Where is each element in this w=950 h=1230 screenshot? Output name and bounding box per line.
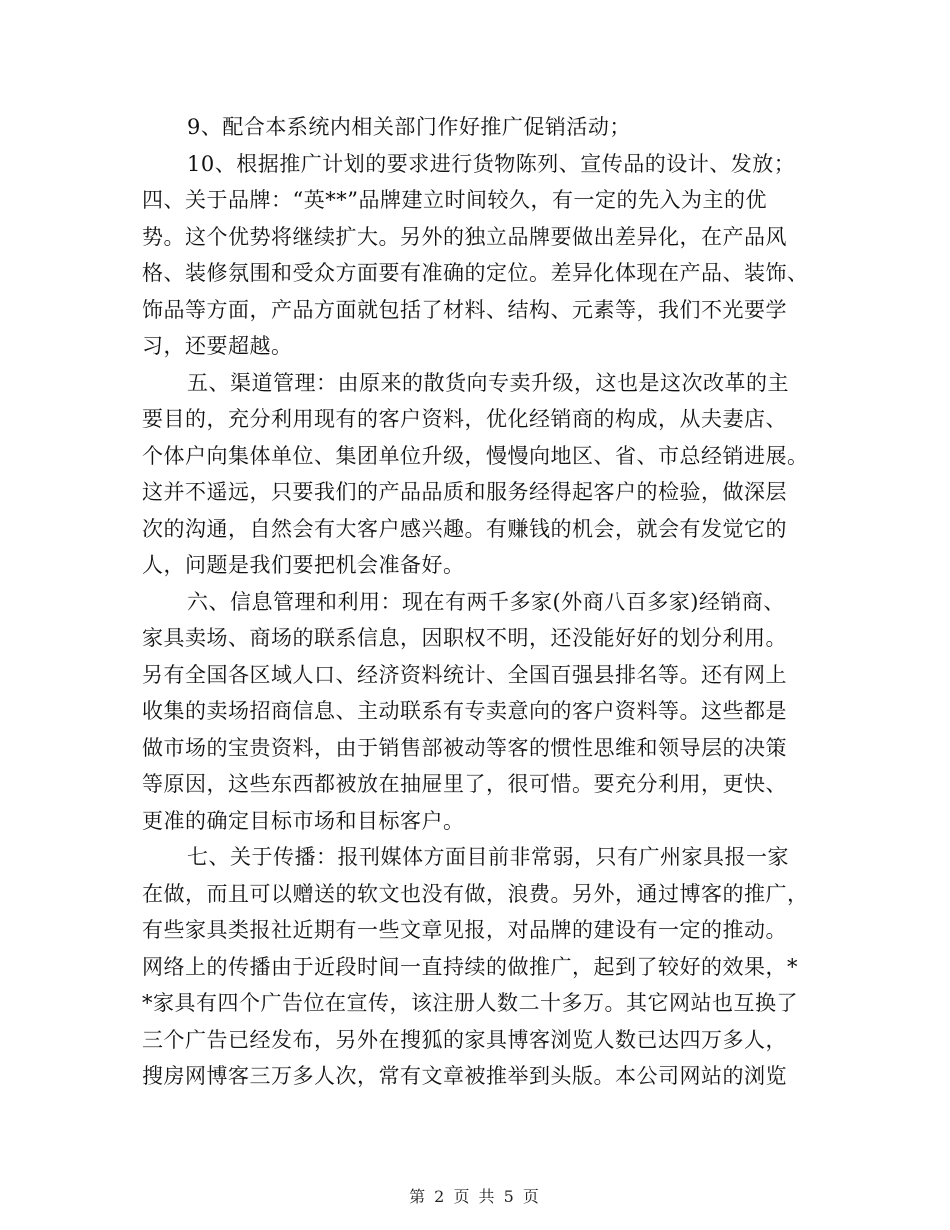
- text-line: 人，问题是我们要把机会准备好。: [142, 553, 465, 577]
- text-line: 习，还要超越。: [142, 334, 293, 358]
- text-line: 等原因，这些东西都被放在抽屉里了，很可惜。要充分利用，更快、: [142, 772, 787, 796]
- text-line: 次的沟通，自然会有大客户感兴趣。有赚钱的机会，就会有发觉它的: [142, 516, 787, 541]
- text-line: 三个广告已经发布，另外在搜狐的家具博客浏览人数已达四万多人，: [142, 1027, 787, 1052]
- text-line: 在做，而且可以赠送的软文也没有做，浪费。另外，通过博客的推广，: [142, 881, 809, 906]
- document-body: [142, 109, 809, 1095]
- text-line: 收集的卖场招商信息、主动联系有专卖意向的客户资料等。这些都是: [142, 699, 787, 723]
- text-line: 9、配合本系统内相关部门作好推广促销活动；: [187, 115, 631, 139]
- text-line: 六、信息管理和利用：现在有两千多家(外商八百多家)经销商、: [187, 589, 785, 614]
- text-line: 另有全国各区域人口、经济资料统计、全国百强县排名等。还有网上: [142, 662, 787, 687]
- page-number-footer: 第 2 页 共 5 页: [409, 1187, 541, 1206]
- text-line: 四、关于品牌：“英**”品牌建立时间较久，有一定的先入为主的优: [142, 188, 767, 212]
- text-line: 个体户向集体单位、集团单位升级，慢慢向地区、省、市总经销进展。: [142, 443, 809, 468]
- text-line: 更准的确定目标市场和目标客户。: [142, 808, 465, 833]
- text-line: 有些家具类报社近期有一些文章见报，对品牌的建设有一定的推动。: [142, 918, 787, 942]
- text-line: 势。这个优势将继续扩大。另外的独立品牌要做出差异化，在产品风: [142, 224, 787, 249]
- text-line: 七、关于传播：报刊媒体方面目前非常弱，只有广州家具报一家: [187, 845, 789, 869]
- text-line: 这并不遥远，只要我们的产品品质和服务经得起客户的检验，做深层: [142, 480, 787, 504]
- text-line: 10、根据推广计划的要求进行货物陈列、宣传品的设计、发放；: [187, 151, 796, 176]
- text-line: 家具卖场、商场的联系信息，因职权不明，还没能好好的划分利用。: [142, 626, 787, 650]
- text-line: 格、装修氛围和受众方面要有准确的定位。差异化体现在产品、装饰、: [142, 261, 809, 285]
- text-line: 五、渠道管理：由原来的散货向专卖升级，这也是这次改革的主: [187, 370, 789, 395]
- text-line: *家具有四个广告位在宣传，该注册人数二十多万。其它网站也互换了: [142, 991, 798, 1015]
- text-line: 网络上的传播由于近段时间一直持续的做推广，起到了较好的效果，*: [142, 954, 798, 979]
- text-line: 要目的，充分利用现有的客户资料，优化经销商的构成，从夫妻店、: [142, 407, 787, 431]
- text-line: 饰品等方面，产品方面就包括了材料、结构、元素等，我们不光要学: [142, 297, 787, 322]
- text-line: 做市场的宝贵资料，由于销售部被动等客的惯性思维和领导层的决策: [142, 735, 787, 760]
- text-line: 搜房网博客三万多人次，常有文章被推举到头版。本公司网站的浏览: [142, 1064, 787, 1088]
